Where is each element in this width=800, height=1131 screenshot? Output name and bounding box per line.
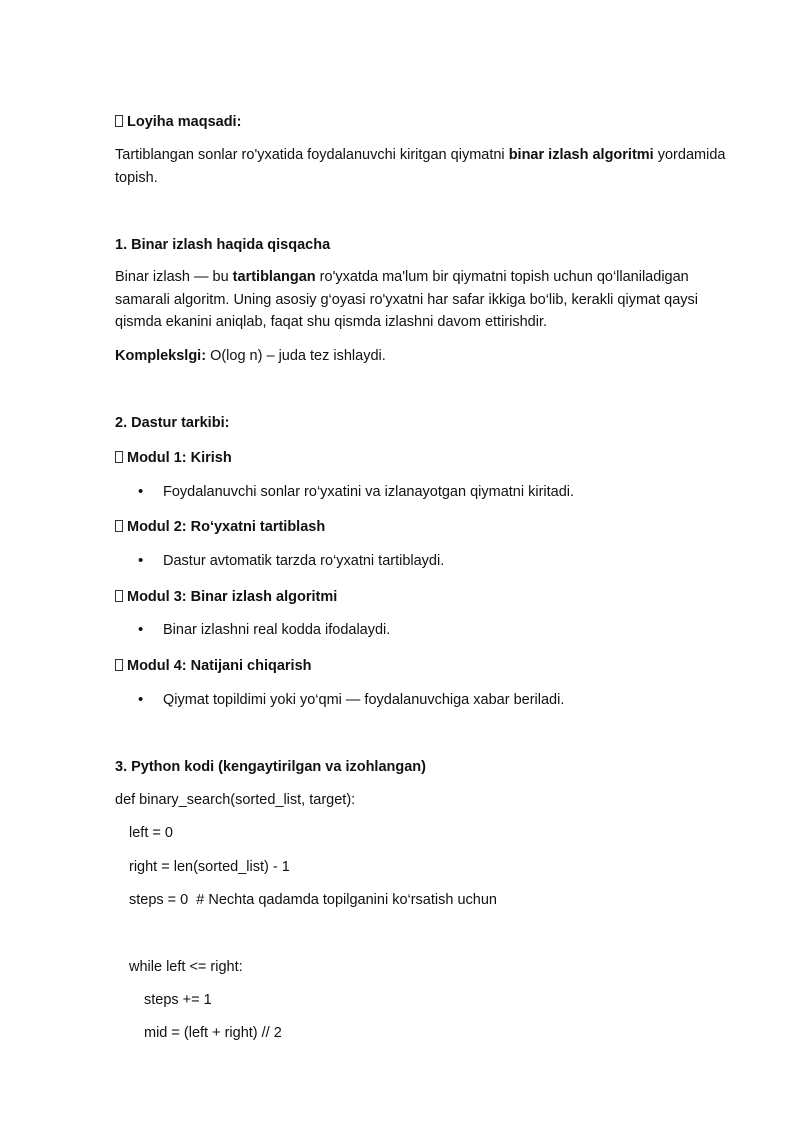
section1-heading: 1. Binar izlash haqida qisqacha <box>115 237 331 253</box>
section1-paragraph: Binar izlash — bu tartiblangan ro'yxatda ma'lum bir qiymatni topish uchun qo‘llaniladigan samarali algoritm. Uning asosiy g‘oyasi ro'yxatni har safar ikkiga bo‘lib, kerakli qiymat qaysi qismda ekanini aniqlab, faqat shu qismda izlashni davom ettirishdir. <box>115 269 699 330</box>
code-line: mid = (left + right) // 2 <box>144 1025 282 1041</box>
section2-heading: 2. Dastur tarkibi: <box>115 415 230 431</box>
bullet-icon: • <box>138 621 144 638</box>
module-bullet: Qiymat topildimi yoki yo‘qmi — foydalanuvchiga xabar beriladi. <box>163 692 565 708</box>
missing-glyph-icon <box>115 451 123 463</box>
module-bullet: Foydalanuvchi sonlar ro‘yxatini va izlanayotgan qiymatni kiritadi. <box>163 484 575 500</box>
module-title: Modul 4: Natijani chiqarish <box>115 655 734 678</box>
code-line: left = 0 <box>129 825 173 841</box>
module-bullet: Binar izlashni real kodda ifodalaydi. <box>163 622 391 638</box>
module-title: Modul 3: Binar izlash algoritmi <box>115 586 734 609</box>
bullet-icon: • <box>138 483 144 500</box>
code-line: def binary_search(sorted_list, target): <box>115 792 356 808</box>
missing-glyph-icon <box>115 590 123 602</box>
code-line: right = len(sorted_list) - 1 <box>129 859 290 875</box>
section3-heading: 3. Python kodi (kengaytirilgan va izohlangan) <box>115 759 426 775</box>
bullet-icon: • <box>138 552 144 569</box>
code-line: steps = 0 # Nechta qadamda topilganini ko‘rsatish uchun <box>129 892 497 908</box>
code-line: while left <= right: <box>129 959 243 975</box>
module-bullet: Dastur avtomatik tarzda ro‘yxatni tartiblaydi. <box>163 553 445 569</box>
bullet-icon: • <box>138 691 144 708</box>
goal-heading: Loyiha maqsadi: <box>115 111 734 134</box>
goal-paragraph: Tartiblangan sonlar ro'yxatida foydalanuvchi kiritgan qiymatni binar izlash algoritmi yordamida topish. <box>115 147 726 186</box>
module-title: Modul 2: Ro‘yxatni tartiblash <box>115 516 734 539</box>
code-line: steps += 1 <box>144 992 212 1008</box>
module-title: Modul 1: Kirish <box>115 447 734 470</box>
missing-glyph-icon <box>115 659 123 671</box>
complexity-line: Komplekslgi: O(log n) – juda tez ishlaydi. <box>115 348 386 364</box>
missing-glyph-icon <box>115 115 123 127</box>
missing-glyph-icon <box>115 520 123 532</box>
